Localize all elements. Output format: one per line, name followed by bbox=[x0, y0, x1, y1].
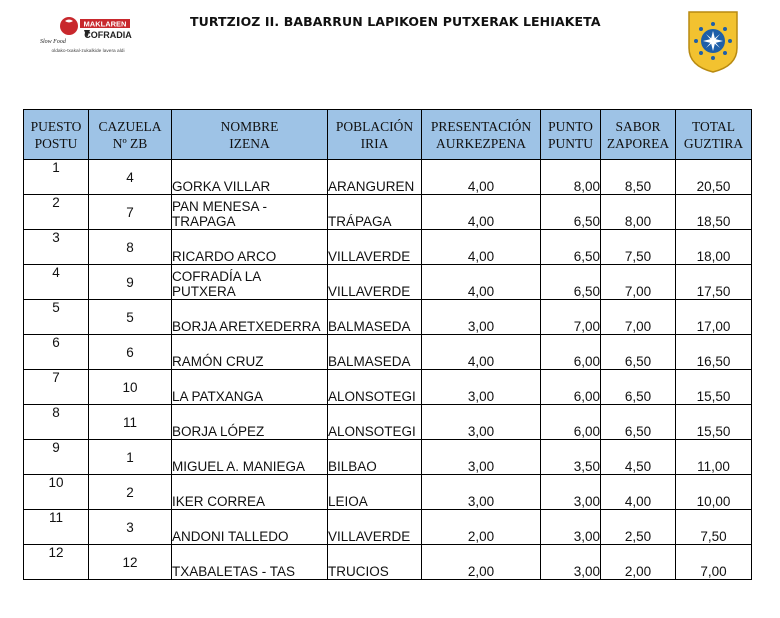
cell-presentacion: 4,00 bbox=[422, 195, 541, 230]
table-row bbox=[24, 545, 752, 580]
cell-nombre: RICARDO ARCO bbox=[172, 230, 328, 265]
cell-poblacion: ALONSOTEGI bbox=[328, 405, 422, 440]
cell-presentacion: 2,00 bbox=[422, 510, 541, 545]
column-header-total bbox=[676, 110, 752, 160]
column-header-label-eu: IRIA bbox=[360, 135, 389, 151]
cell-presentacion: 3,00 bbox=[422, 475, 541, 510]
cell-poblacion: VILLAVERDE bbox=[328, 230, 422, 265]
column-header-label-eu: POSTU bbox=[34, 135, 78, 151]
cell-punto: 6,50 bbox=[541, 230, 601, 265]
cell-punto: 6,50 bbox=[541, 195, 601, 230]
cell-punto: 3,00 bbox=[541, 475, 601, 510]
cell-poblacion: LEIOA bbox=[328, 475, 422, 510]
cell-total: 15,50 bbox=[676, 370, 752, 405]
cell-poblacion: TRUCIOS bbox=[328, 545, 422, 580]
cell-cazuela: 7 bbox=[89, 195, 172, 230]
cell-sabor: 7,00 bbox=[601, 265, 676, 300]
cell-puesto: 2 bbox=[24, 195, 89, 230]
cell-presentacion: 3,00 bbox=[422, 405, 541, 440]
cell-poblacion: BILBAO bbox=[328, 440, 422, 475]
cell-puesto: 12 bbox=[24, 545, 89, 580]
cell-nombre: LA PATXANGA bbox=[172, 370, 328, 405]
cell-punto: 3,00 bbox=[541, 510, 601, 545]
table-row bbox=[24, 230, 752, 265]
cell-cazuela: 10 bbox=[89, 370, 172, 405]
cell-poblacion: VILLAVERDE bbox=[328, 265, 422, 300]
cell-punto: 3,50 bbox=[541, 440, 601, 475]
svg-text:oldako-txakal-zukalkide lavera: oldako-txakal-zukalkide lavera aldi bbox=[51, 49, 125, 54]
svg-text:Slow Food: Slow Food bbox=[40, 39, 66, 45]
cell-nombre: BORJA ARETXEDERRA bbox=[172, 300, 328, 335]
table-header-row bbox=[24, 110, 752, 160]
column-header-label-eu: PUNTU bbox=[547, 135, 593, 151]
cell-punto: 6,00 bbox=[541, 405, 601, 440]
column-header-label-es: POBLACIÓN bbox=[335, 118, 414, 134]
cell-punto: 8,00 bbox=[541, 160, 601, 195]
cell-poblacion: VILLAVERDE bbox=[328, 510, 422, 545]
column-header-label-eu: IZENA bbox=[229, 135, 270, 151]
cell-total: 17,00 bbox=[676, 300, 752, 335]
cell-nombre: ANDONI TALLEDO bbox=[172, 510, 328, 545]
cell-total: 17,50 bbox=[676, 265, 752, 300]
cell-presentacion: 2,00 bbox=[422, 545, 541, 580]
cell-sabor: 2,00 bbox=[601, 545, 676, 580]
cell-cazuela: 4 bbox=[89, 160, 172, 195]
cell-presentacion: 4,00 bbox=[422, 160, 541, 195]
cell-punto: 6,50 bbox=[541, 265, 601, 300]
table-row bbox=[24, 160, 752, 195]
cell-poblacion: TRÁPAGA bbox=[328, 195, 422, 230]
column-header-label-es: TOTAL bbox=[692, 118, 735, 134]
cell-presentacion: 4,00 bbox=[422, 265, 541, 300]
column-header-label-es: PUNTO bbox=[548, 118, 593, 134]
cell-total: 7,00 bbox=[676, 545, 752, 580]
column-header-label-eu: AURKEZPENA bbox=[436, 135, 526, 151]
cell-punto: 6,00 bbox=[541, 370, 601, 405]
cell-cazuela: 12 bbox=[89, 545, 172, 580]
cell-total: 7,50 bbox=[676, 510, 752, 545]
cell-sabor: 4,00 bbox=[601, 475, 676, 510]
cell-puesto: 11 bbox=[24, 510, 89, 545]
cell-total: 18,00 bbox=[676, 230, 752, 265]
cell-nombre: MIGUEL A. MANIEGA bbox=[172, 440, 328, 475]
cell-puesto: 8 bbox=[24, 405, 89, 440]
cell-sabor: 6,50 bbox=[601, 405, 676, 440]
column-header-label-eu: Nº ZB bbox=[112, 135, 148, 151]
cofradia-logo bbox=[38, 12, 138, 56]
svg-text:MAKLAREN: MAKLAREN bbox=[83, 19, 127, 29]
cell-puesto: 1 bbox=[24, 160, 89, 195]
column-header-label-eu: GUZTIRA bbox=[683, 135, 744, 151]
table-row bbox=[24, 440, 752, 475]
cell-presentacion: 4,00 bbox=[422, 335, 541, 370]
cell-total: 11,00 bbox=[676, 440, 752, 475]
cell-nombre: IKER CORREA bbox=[172, 475, 328, 510]
column-header-nombre bbox=[172, 110, 328, 160]
cell-nombre: BORJA LÓPEZ bbox=[172, 405, 328, 440]
cell-cazuela: 1 bbox=[89, 440, 172, 475]
page-title: TURTZIOZ II. BABARRUN LAPIKOEN PUTXERAK LEHIAKETA bbox=[190, 14, 601, 29]
cell-puesto: 4 bbox=[24, 265, 89, 300]
cell-presentacion: 4,00 bbox=[422, 230, 541, 265]
cell-poblacion: BALMASEDA bbox=[328, 300, 422, 335]
cell-total: 16,50 bbox=[676, 335, 752, 370]
table-row bbox=[24, 370, 752, 405]
column-header-punto bbox=[541, 110, 601, 160]
column-header-sabor bbox=[601, 110, 676, 160]
cell-puesto: 6 bbox=[24, 335, 89, 370]
cell-puesto: 5 bbox=[24, 300, 89, 335]
cell-punto: 3,00 bbox=[541, 545, 601, 580]
cell-presentacion: 3,00 bbox=[422, 370, 541, 405]
cell-sabor: 7,00 bbox=[601, 300, 676, 335]
cell-puesto: 7 bbox=[24, 370, 89, 405]
table-row bbox=[24, 510, 752, 545]
table-row bbox=[24, 195, 752, 230]
cell-cazuela: 8 bbox=[89, 230, 172, 265]
table-row bbox=[24, 475, 752, 510]
cell-puesto: 10 bbox=[24, 475, 89, 510]
cell-total: 20,50 bbox=[676, 160, 752, 195]
cell-sabor: 2,50 bbox=[601, 510, 676, 545]
column-header-label-es: PRESENTACIÓN bbox=[430, 118, 532, 134]
cell-total: 18,50 bbox=[676, 195, 752, 230]
cell-presentacion: 3,00 bbox=[422, 440, 541, 475]
cell-sabor: 6,50 bbox=[601, 335, 676, 370]
column-header-poblacion bbox=[328, 110, 422, 160]
cell-sabor: 7,50 bbox=[601, 230, 676, 265]
table-row bbox=[24, 335, 752, 370]
cell-cazuela: 9 bbox=[89, 265, 172, 300]
column-header-label-es: NOMBRE bbox=[220, 118, 279, 134]
column-header-puesto bbox=[24, 110, 89, 160]
cell-nombre: TXABALETAS - TAS bbox=[172, 545, 328, 580]
cell-sabor: 8,00 bbox=[601, 195, 676, 230]
cell-poblacion: ARANGUREN bbox=[328, 160, 422, 195]
column-header-label-es: PUESTO bbox=[30, 118, 82, 134]
results-table bbox=[23, 109, 752, 580]
cell-sabor: 6,50 bbox=[601, 370, 676, 405]
column-header-label-eu: ZAPOREA bbox=[606, 135, 670, 151]
cell-nombre: COFRADÍA LA PUTXERA bbox=[172, 265, 328, 300]
cell-total: 15,50 bbox=[676, 405, 752, 440]
column-header-presentacion bbox=[422, 110, 541, 160]
cell-poblacion: ALONSOTEGI bbox=[328, 370, 422, 405]
cell-sabor: 4,50 bbox=[601, 440, 676, 475]
municipal-shield-icon bbox=[687, 10, 739, 74]
table-row bbox=[24, 300, 752, 335]
cell-total: 10,00 bbox=[676, 475, 752, 510]
column-header-label-es: SABOR bbox=[615, 118, 661, 134]
column-header-cazuela bbox=[89, 110, 172, 160]
cell-punto: 7,00 bbox=[541, 300, 601, 335]
column-header-label-es: CAZUELA bbox=[98, 118, 162, 134]
cell-cazuela: 2 bbox=[89, 475, 172, 510]
cell-presentacion: 3,00 bbox=[422, 300, 541, 335]
cell-cazuela: 6 bbox=[89, 335, 172, 370]
cell-poblacion: BALMASEDA bbox=[328, 335, 422, 370]
cell-nombre: PAN MENESA - TRAPAGA bbox=[172, 195, 328, 230]
cell-nombre: GORKA VILLAR bbox=[172, 160, 328, 195]
cell-puesto: 9 bbox=[24, 440, 89, 475]
cell-cazuela: 11 bbox=[89, 405, 172, 440]
cell-cazuela: 5 bbox=[89, 300, 172, 335]
cell-puesto: 3 bbox=[24, 230, 89, 265]
table-row bbox=[24, 405, 752, 440]
table-row bbox=[24, 265, 752, 300]
cell-sabor: 8,50 bbox=[601, 160, 676, 195]
cell-cazuela: 3 bbox=[89, 510, 172, 545]
cell-nombre: RAMÓN CRUZ bbox=[172, 335, 328, 370]
svg-text:COFRADIA: COFRADIA bbox=[84, 30, 132, 40]
cell-punto: 6,00 bbox=[541, 335, 601, 370]
